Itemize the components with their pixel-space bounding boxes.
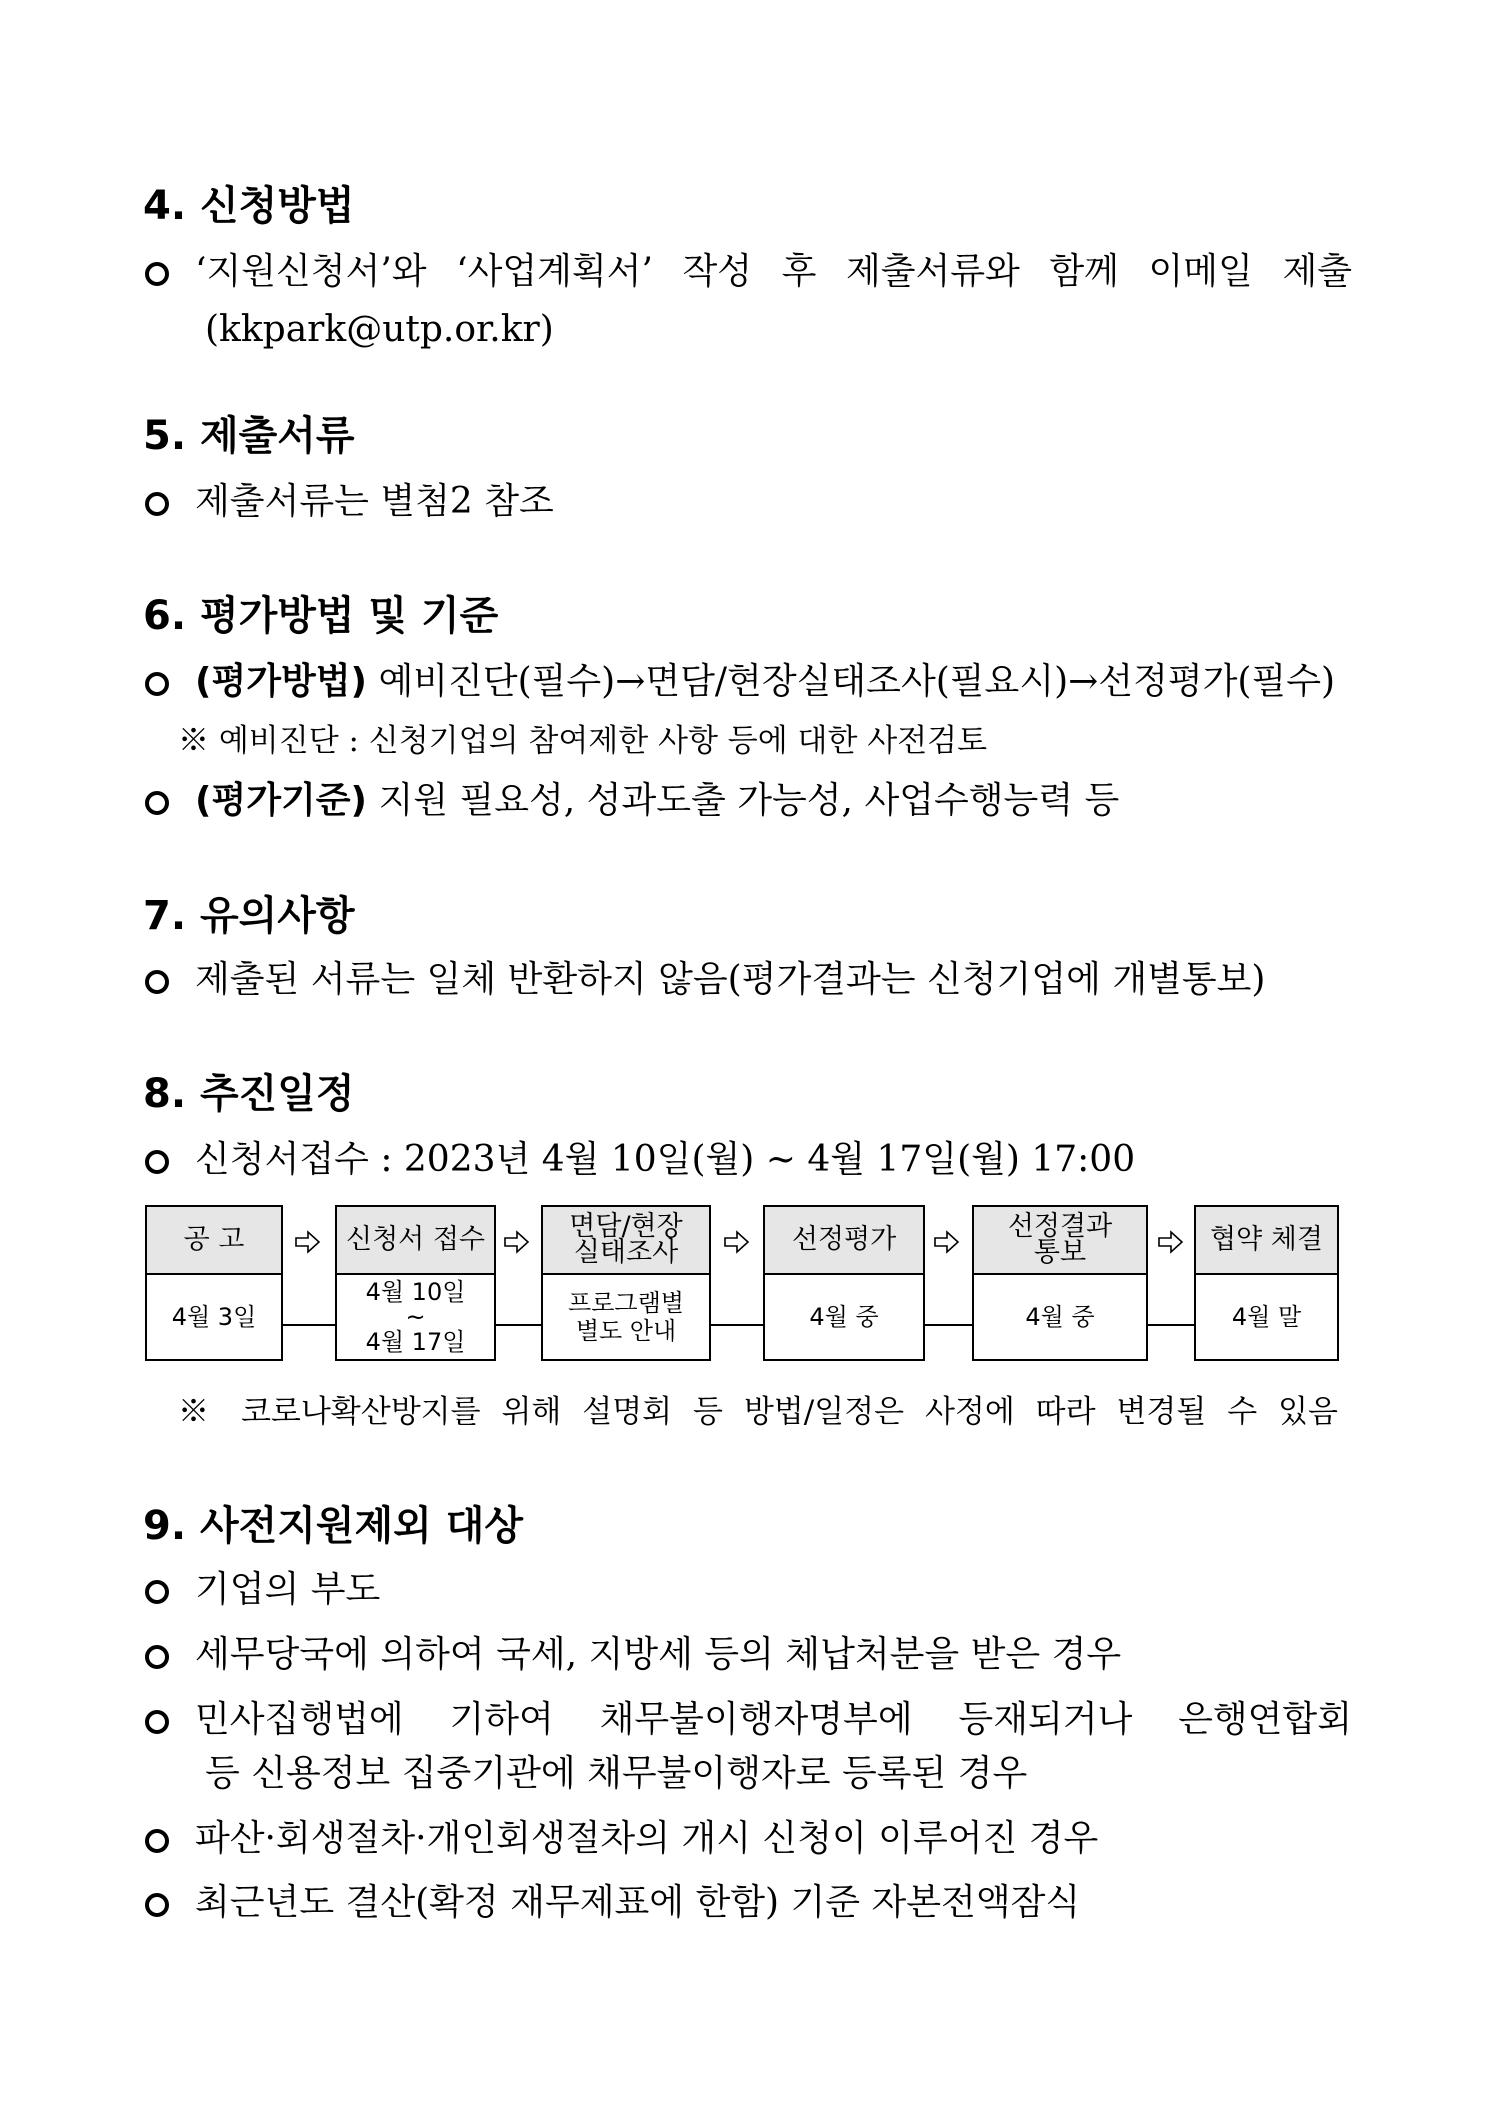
section-9-item <box>145 1877 1080 1929</box>
flow-step-value-line2: 별도 안내 <box>575 1317 677 1345</box>
circle-bullet-icon <box>145 1580 169 1604</box>
flow-step-head-line2: 통보 <box>1033 1237 1087 1268</box>
section-8-item <box>145 1134 1135 1186</box>
section-9-item-text: 최근년도 결산(확정 재무제표에 한함) 기준 자본전액잠식 <box>195 1882 1081 1923</box>
flow-step-application <box>335 1205 496 1361</box>
flow-connector <box>709 1324 763 1326</box>
eval-method-label: (평가방법) <box>195 661 368 702</box>
section-4-heading: 4. 신청방법 <box>143 183 355 229</box>
section-5-item <box>145 476 554 528</box>
flow-step-head: 선정평가 <box>765 1207 923 1275</box>
right-arrow-icon <box>934 1230 960 1254</box>
section-8-note: ※ 코로나확산방지를 위해 설명회 등 방법/일정은 사정에 따라 변경될 수 있음 <box>178 1394 1338 1430</box>
eval-criteria-label: (평가기준) <box>195 780 368 821</box>
circle-bullet-icon <box>145 1893 169 1917</box>
flow-step-date: 4월 3일 <box>171 1303 257 1331</box>
right-arrow-icon <box>1158 1230 1184 1254</box>
flow-step-interview <box>541 1205 711 1361</box>
section-6-note: ※ 예비진단 : 신청기업의 참여제한 사항 등에 대한 사전검토 <box>178 723 988 759</box>
section-9-item-text: 민사집행법에 기하여 채무불이행자명부에 등재되거나 은행연합회 <box>195 1699 1352 1740</box>
flow-connector <box>1146 1324 1194 1326</box>
flow-step-head <box>543 1207 709 1275</box>
flow-step-date-end: 4월 17일 <box>365 1327 466 1356</box>
section-7-heading: 7. 유의사항 <box>143 893 355 939</box>
section-6-criteria <box>145 775 1119 827</box>
section-9-item <box>145 1813 1098 1865</box>
flow-step-head-line2: 실태조사 <box>573 1237 679 1268</box>
circle-bullet-icon <box>145 492 169 516</box>
flow-step-date: 4월 중 <box>1025 1303 1095 1331</box>
flow-step-agreement <box>1194 1205 1339 1361</box>
section-6-heading: 6. 평가방법 및 기준 <box>143 593 499 639</box>
section-9-item <box>145 1564 380 1616</box>
circle-bullet-icon <box>145 1710 169 1734</box>
flow-step-head-line1: 면담/현장 <box>569 1211 683 1242</box>
right-arrow-icon <box>504 1230 530 1254</box>
section-9-item-text: 기업의 부도 <box>195 1569 381 1610</box>
flow-step-date: 4월 말 <box>1231 1303 1302 1331</box>
flow-connector <box>494 1324 541 1326</box>
flow-step-head: 협약 체결 <box>1196 1207 1337 1275</box>
section-4-email: (kkpark@utp.or.kr) <box>205 309 554 350</box>
flow-step-evaluation <box>763 1205 925 1361</box>
circle-bullet-icon <box>145 672 169 696</box>
circle-bullet-icon <box>145 1150 169 1174</box>
flow-step-date: 4월 중 <box>809 1303 879 1331</box>
section-9-heading: 9. 사전지원제외 대상 <box>143 1503 523 1549</box>
flow-connector <box>923 1324 972 1326</box>
right-arrow-icon <box>295 1230 321 1254</box>
section-6-method <box>145 656 1335 708</box>
section-9-item-continued: 등 신용정보 집중기관에 채무불이행자로 등록된 경우 <box>205 1753 1028 1794</box>
flow-step-result-notice <box>972 1205 1148 1361</box>
right-arrow-icon <box>724 1230 750 1254</box>
flow-step-announcement <box>145 1205 283 1361</box>
circle-bullet-icon <box>145 1829 169 1853</box>
section-5-item-text: 제출서류는 별첨2 참조 <box>195 481 554 522</box>
flow-step-value-line1: 프로그램별 <box>568 1289 684 1317</box>
section-9-item <box>145 1694 1352 1746</box>
eval-method-text: 예비진단(필수)→면담/현장실태조사(필요시)→선정평가(필수) <box>378 661 1336 702</box>
circle-bullet-icon <box>145 970 169 994</box>
eval-criteria-text: 지원 필요성, 성과도출 가능성, 사업수행능력 등 <box>378 780 1120 821</box>
flow-step-head: 신청서 접수 <box>337 1207 494 1275</box>
section-7-item <box>145 954 1265 1006</box>
flow-step-head-line1: 선정결과 <box>1007 1211 1113 1242</box>
section-8-heading: 8. 추진일정 <box>143 1071 355 1117</box>
section-5-heading: 5. 제출서류 <box>143 413 355 459</box>
section-4-item-text: ‘지원신청서’와 ‘사업계획서’ 작성 후 제출서류와 함께 이메일 제출 <box>195 251 1352 292</box>
flow-step-date-start: 4월 10일 <box>365 1277 466 1306</box>
section-9-item-text: 세무당국에 의하여 국세, 지방세 등의 체납처분을 받은 경우 <box>195 1634 1122 1675</box>
section-9-item <box>145 1629 1121 1681</box>
section-9-item-text: 파산·회생절차·개인회생절차의 개시 신청이 이루어진 경우 <box>195 1818 1099 1859</box>
section-8-item-text: 신청서접수 : 2023년 4월 10일(월) ~ 4월 17일(월) 17:00 <box>195 1139 1136 1180</box>
flow-connector <box>281 1324 335 1326</box>
circle-bullet-icon <box>145 791 169 815</box>
flow-step-head <box>974 1207 1146 1275</box>
circle-bullet-icon <box>145 262 169 286</box>
flow-step-date-tilde: ~ <box>405 1302 426 1331</box>
flow-step-head: 공 고 <box>147 1207 281 1275</box>
section-7-item-text: 제출된 서류는 일체 반환하지 않음(평가결과는 신청기업에 개별통보) <box>195 959 1266 1000</box>
circle-bullet-icon <box>145 1645 169 1669</box>
section-4-item <box>145 246 1352 298</box>
